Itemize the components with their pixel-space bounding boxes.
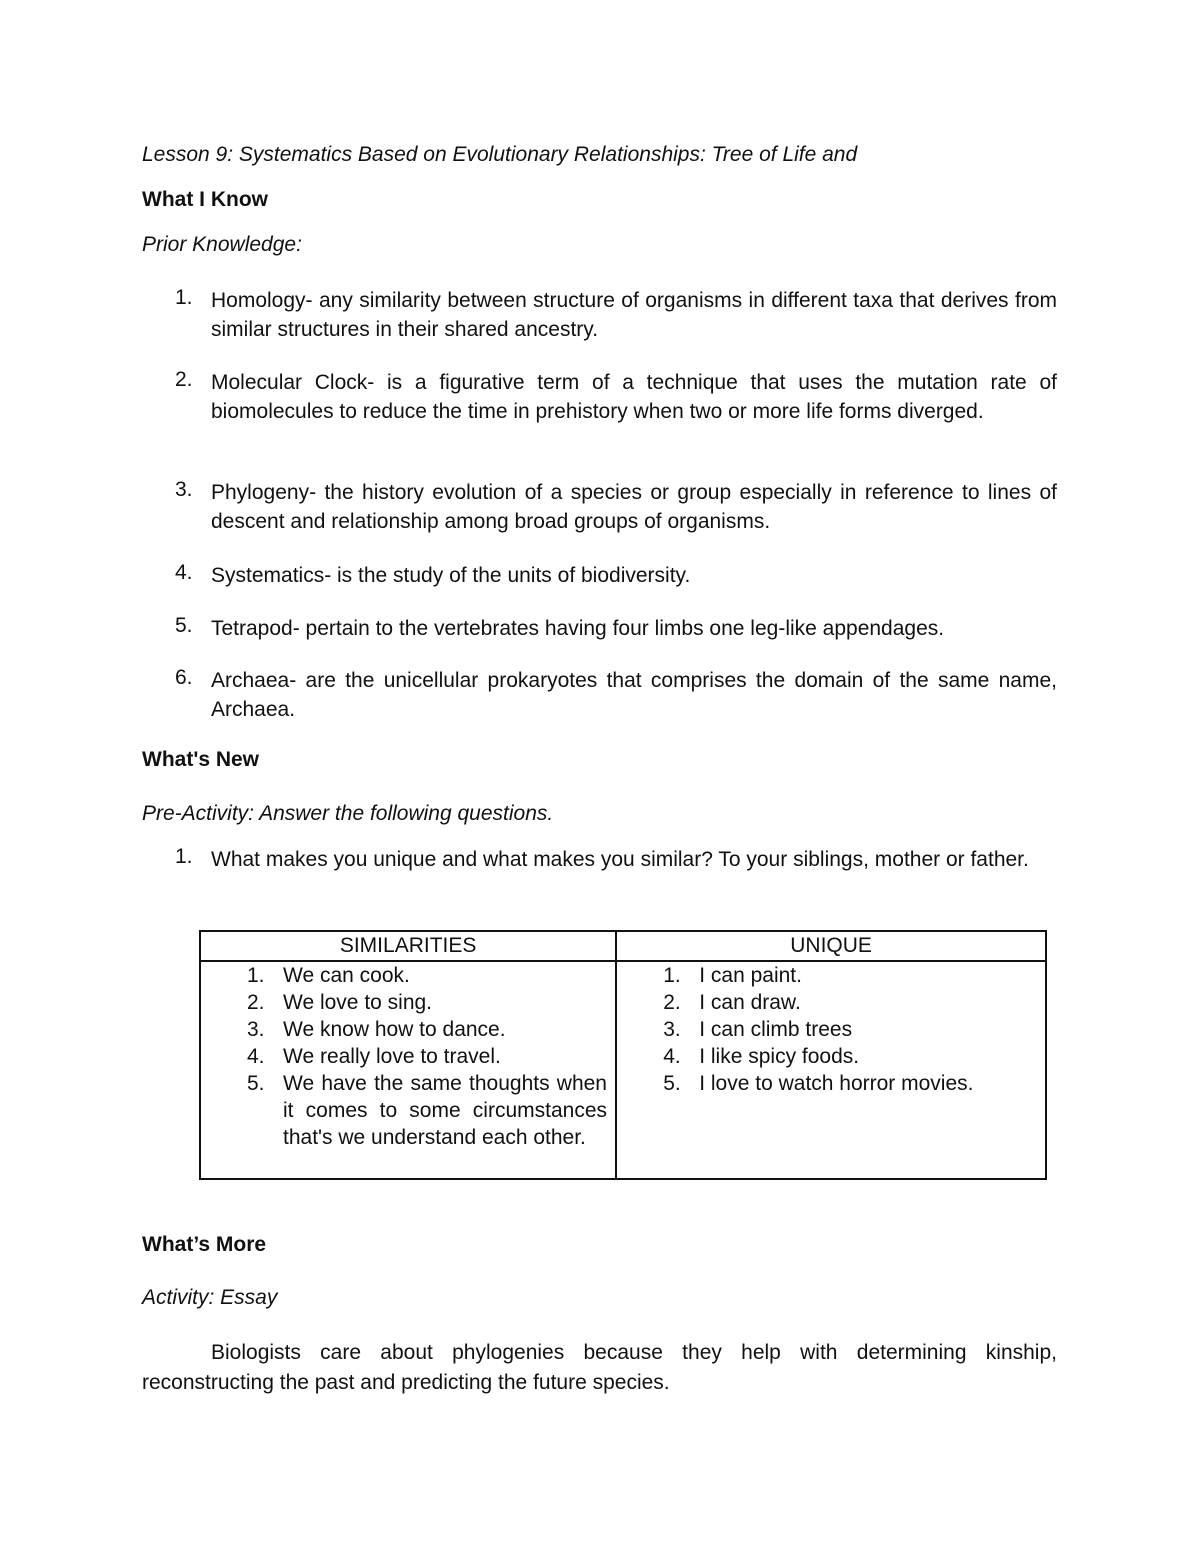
list-item-text: Phylogeny- the history evolution of a species or group especially in reference to lines of descent and relationship among broad groups of organisms.: [211, 481, 1057, 533]
list-item-number: 3.: [175, 478, 193, 501]
list-item-number: 4.: [175, 561, 193, 584]
similarities-list: [201, 962, 615, 1178]
table-list-item: [617, 1016, 1045, 1043]
essay-paragraph: [142, 1338, 1057, 1398]
table-list-item: [201, 1043, 615, 1070]
table-list-text: We know how to dance.: [283, 1018, 506, 1041]
table-header-unique: UNIQUE: [616, 931, 1046, 961]
list-item-number: 5.: [175, 614, 193, 637]
table-list-text: I love to watch horror movies.: [699, 1072, 974, 1095]
table-list-item: [201, 1016, 615, 1043]
table-list-number: 5.: [663, 1072, 681, 1095]
section-heading-whats-new: What's New: [142, 748, 260, 771]
list-item-text: Molecular Clock- is a figurative term of a technique that uses the mutation rate of biomolecules to reduce the time in prehistory when two or more life forms diverged.: [211, 371, 1057, 423]
table-list-item: [201, 989, 615, 1016]
table-list-number: 3.: [247, 1018, 265, 1041]
table-header-similarities: SIMILARITIES: [200, 931, 616, 961]
table-list-number: 1.: [247, 964, 265, 987]
table-list-text: We love to sing.: [283, 991, 433, 1014]
list-item-text: Archaea- are the unicellular prokaryotes that comprises the domain of the same name, Archaea.: [211, 669, 1057, 721]
list-item-text: Homology- any similarity between structure of organisms in different taxa that derives from similar structures in their shared ancestry.: [211, 289, 1057, 341]
list-item-text: Tetrapod- pertain to the vertebrates having four limbs one leg-like appendages.: [211, 617, 945, 640]
subheading-pre-activity: Pre-Activity: Answer the following questions.: [142, 802, 554, 825]
table-list-text: I can paint.: [699, 964, 802, 987]
unique-list: [617, 962, 1045, 1097]
table-list-text: I like spicy foods.: [699, 1045, 860, 1068]
list-item-text: Systematics- is the study of the units of biodiversity.: [211, 564, 691, 587]
table-list-item: [617, 1070, 1045, 1097]
table-list-number: 3.: [663, 1018, 681, 1041]
section-heading-whats-more: What’s More: [142, 1233, 267, 1256]
unique-cell: [616, 961, 1046, 1179]
comparison-table: [199, 930, 1047, 1180]
table-list-item: [201, 1070, 615, 1178]
list-item-number: 2.: [175, 368, 193, 391]
question-number: 1.: [175, 845, 193, 868]
table-list-number: 2.: [247, 991, 265, 1014]
subheading-prior-knowledge: Prior Knowledge:: [142, 233, 302, 256]
table-list-number: 4.: [247, 1045, 265, 1068]
lesson-title: Lesson 9: Systematics Based on Evolutionary Relationships: Tree of Life and: [142, 143, 858, 166]
table-list-text-multiline: We have the same thoughts when it comes to some circumstances that's we understand each other.: [283, 1072, 607, 1149]
table-list-text: I can climb trees: [699, 1018, 853, 1041]
table-list-number: 1.: [663, 964, 681, 987]
table-list-number: 2.: [663, 991, 681, 1014]
similarities-cell: [200, 961, 616, 1179]
table-list-text: We really love to travel.: [283, 1045, 501, 1068]
table-list-item: [617, 1043, 1045, 1070]
table-list-item: [617, 989, 1045, 1016]
question-text: What makes you unique and what makes you similar? To your siblings, mother or father.: [211, 848, 1029, 871]
table-list-item: [617, 962, 1045, 989]
table-list-text: [283, 1070, 607, 1151]
subheading-activity-essay: Activity: Essay: [142, 1286, 278, 1309]
list-item-number: 6.: [175, 666, 193, 689]
list-item-number: 1.: [175, 286, 193, 309]
table-list-number: 4.: [663, 1045, 681, 1068]
section-heading-what-i-know: What I Know: [142, 188, 268, 211]
essay-text: Biologists care about phylogenies because they help with determining kinship, reconstructing the past and predicting the future species.: [142, 1341, 1057, 1394]
table-list-item: [201, 962, 615, 989]
table-list-number: 5.: [247, 1072, 265, 1095]
table-list-text: We can cook.: [283, 964, 410, 987]
table-list-text: I can draw.: [699, 991, 801, 1014]
